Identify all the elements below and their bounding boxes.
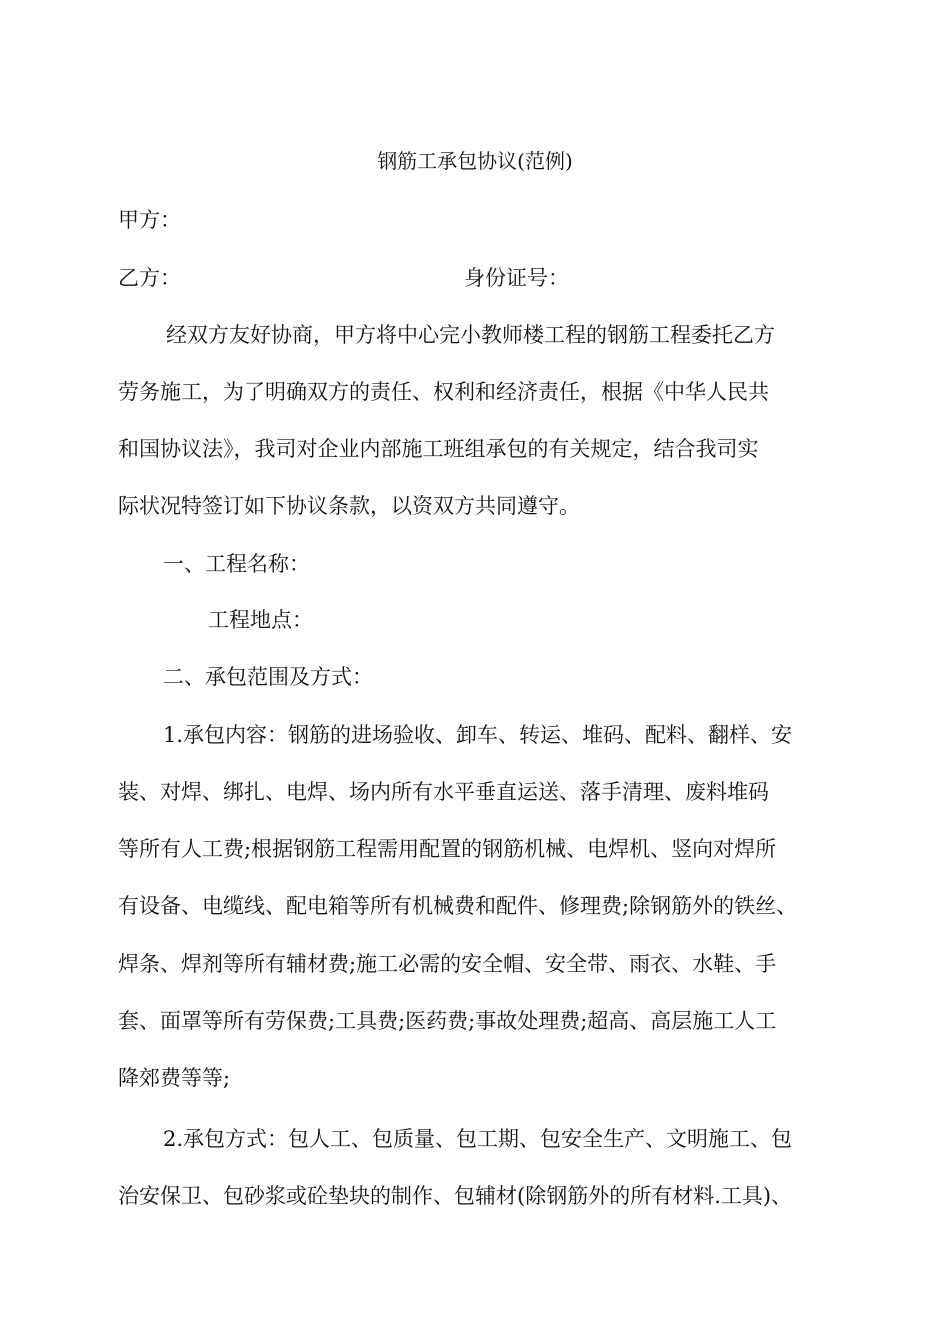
item2-line: 2.承包方式：包人工、包质量、包工期、包安全生产、文明施工、包 (163, 1127, 793, 1151)
item1-line: 等所有人工费;根据钢筋工程需用配置的钢筋机械、电焊机、竖向对焊所 (118, 837, 777, 861)
section2-heading: 二、承包范围及方式： (163, 665, 373, 689)
id-number-label: 身份证号： (464, 266, 569, 290)
intro-line: 劳务施工，为了明确双方的责任、权利和经济责任，根据《中华人民共 (118, 380, 769, 404)
section1-location: 工程地点： (208, 608, 313, 632)
party-b-row (118, 263, 838, 293)
section1-heading: 一、工程名称： (163, 552, 310, 576)
party-a-label: 甲方： (118, 208, 181, 232)
intro-line: 和国协议法》，我司对企业内部施工班组承包的有关规定，结合我司实 (118, 437, 759, 461)
intro-line: 经双方友好协商，甲方将中心完小教师楼工程的钢筋工程委托乙方 (166, 323, 775, 347)
intro-line: 际状况特签订如下协议条款，以资双方共同遵守。 (118, 494, 580, 518)
item1-line: 有设备、电缆线、配电箱等所有机械费和配件、修理费;除钢筋外的铁丝、 (118, 894, 798, 918)
item1-line: 1.承包内容：钢筋的进场验收、卸车、转运、堆码、配料、翻样、安 (163, 723, 793, 747)
item1-line: 装、对焊、绑扎、电焊、场内所有水平垂直运送、落手清理、废料堆码 (118, 780, 769, 804)
item2-line: 治安保卫、包砂浆或砼垫块的制作、包辅材(除钢筋外的所有材料.工具)、 (118, 1184, 793, 1208)
item1-line: 套、面罩等所有劳保费;工具费;医药费;事故处理费;超高、高层施工人工 (118, 1009, 777, 1033)
item1-line: 降郊费等等; (118, 1066, 231, 1090)
party-b-label: 乙方： (118, 266, 181, 290)
document-title: 钢筋工承包协议(范例) (377, 149, 573, 173)
item1-line: 焊条、焊剂等所有辅材费;施工必需的安全帽、安全带、雨衣、水鞋、手 (118, 952, 777, 976)
